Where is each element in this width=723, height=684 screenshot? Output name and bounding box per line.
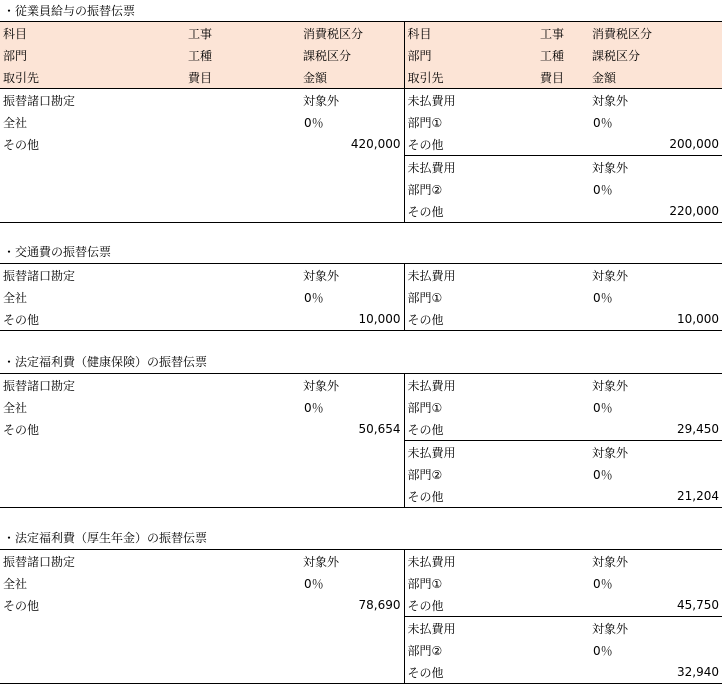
debit-rate: 0％: [300, 396, 404, 418]
credit-tax: 対象外: [592, 160, 629, 175]
debit-tax: 対象外: [300, 89, 404, 112]
table-row: [0, 89, 722, 112]
credit-dept: 部門①: [407, 400, 443, 415]
credit-partner: その他: [404, 594, 537, 617]
credit-account: 未払費用: [407, 621, 456, 636]
debit-account: 振替諸口勘定: [3, 93, 76, 108]
table-row: [0, 441, 722, 464]
header-cell: 科目: [0, 22, 185, 45]
credit-partner: その他: [404, 661, 537, 684]
debit-partner: その他: [0, 308, 185, 331]
credit-partner: その他: [404, 485, 537, 508]
header-cell: 取引先: [0, 66, 185, 89]
header-cell: 費目: [537, 66, 589, 89]
table-row: [0, 374, 722, 397]
table-row: [0, 550, 722, 573]
header-cell: 消費税区分: [589, 22, 722, 45]
header-cell: 課税区分: [589, 44, 722, 66]
table-row: [0, 308, 722, 331]
credit-dept: 部門②: [407, 182, 443, 197]
header-row: [0, 22, 722, 45]
header-row: [0, 66, 722, 89]
header-cell: 部門: [404, 44, 537, 66]
header-cell: 工種: [537, 44, 589, 66]
credit-rate: 0％: [593, 115, 613, 130]
credit-rate: 0％: [593, 290, 613, 305]
debit-rate: 0％: [300, 111, 404, 133]
table-row: [0, 485, 722, 508]
debit-dept: 全社: [3, 576, 28, 591]
credit-amount: 32,940: [589, 661, 722, 684]
debit-dept: 全社: [3, 290, 28, 305]
debit-amount: 78,690: [300, 594, 404, 617]
credit-tax: 対象外: [592, 621, 629, 636]
debit-tax: 対象外: [300, 374, 404, 397]
credit-amount: 200,000: [589, 133, 722, 156]
voucher-table: [0, 549, 722, 684]
credit-account: 未払費用: [404, 550, 537, 573]
debit-dept: 全社: [3, 400, 28, 415]
credit-amount: 220,000: [589, 200, 722, 223]
credit-tax: 対象外: [592, 93, 629, 108]
debit-tax: 対象外: [300, 550, 404, 573]
credit-account: 未払費用: [404, 264, 537, 287]
credit-dept: 部門①: [407, 576, 443, 591]
debit-dept: 全社: [3, 115, 28, 130]
table-row: [0, 264, 722, 287]
credit-tax: 対象外: [592, 445, 629, 460]
credit-partner: その他: [404, 418, 537, 441]
credit-account: 未払費用: [407, 445, 456, 460]
credit-partner: その他: [404, 133, 537, 156]
header-cell: 金額: [589, 66, 722, 89]
table-row: [0, 418, 722, 441]
table-row: [0, 396, 722, 418]
debit-amount: 50,654: [300, 418, 404, 441]
header-cell: 金額: [300, 66, 404, 89]
header-cell: 取引先: [404, 66, 537, 89]
debit-partner: その他: [3, 137, 40, 152]
credit-rate: 0％: [593, 576, 613, 591]
credit-amount: 29,450: [589, 418, 722, 441]
voucher-table: [0, 373, 722, 508]
voucher-table: [0, 21, 722, 223]
credit-rate: 0％: [593, 182, 613, 197]
voucher-table: [0, 263, 722, 331]
credit-account: 未払費用: [404, 374, 537, 397]
table-row: [0, 156, 722, 179]
header-cell: 課税区分: [300, 44, 404, 66]
table-row: [0, 133, 722, 156]
header-cell: 消費税区分: [300, 22, 404, 45]
header-cell: 工事: [537, 22, 589, 45]
debit-partner: その他: [3, 422, 40, 437]
table-row: [0, 463, 722, 485]
header-cell: 工種: [185, 44, 300, 66]
credit-rate: 0％: [593, 643, 613, 658]
table-row: [0, 639, 722, 661]
table-row: [0, 286, 722, 308]
debit-rate: 0％: [300, 286, 404, 308]
credit-dept: 部門②: [407, 467, 443, 482]
debit-account: 振替諸口勘定: [0, 550, 185, 573]
credit-account: 未払費用: [407, 93, 456, 108]
table-row: [0, 111, 722, 133]
table-row: [0, 661, 722, 684]
credit-amount: 10,000: [589, 308, 722, 331]
table-row: [0, 200, 722, 223]
credit-partner: その他: [404, 308, 537, 331]
credit-dept: 部門②: [407, 643, 443, 658]
table-row: [0, 178, 722, 200]
header-row: [0, 44, 722, 66]
table-row: [0, 572, 722, 594]
voucher-title: ・法定福利費（厚生年金）の振替伝票: [3, 531, 208, 545]
credit-dept: 部門①: [407, 115, 443, 130]
credit-partner: その他: [404, 200, 537, 223]
credit-dept: 部門①: [407, 290, 443, 305]
header-cell: 費目: [185, 66, 300, 89]
credit-tax: 対象外: [589, 550, 722, 573]
debit-account: 振替諸口勘定: [0, 374, 185, 397]
header-cell: 部門: [0, 44, 185, 66]
credit-tax: 対象外: [589, 374, 722, 397]
credit-tax: 対象外: [589, 264, 722, 287]
credit-rate: 0％: [593, 400, 613, 415]
table-row: [0, 617, 722, 640]
header-cell: 科目: [404, 22, 537, 45]
voucher-title: ・法定福利費（健康保険）の振替伝票: [3, 355, 208, 369]
debit-amount: 10,000: [300, 308, 404, 331]
credit-rate: 0％: [593, 467, 613, 482]
voucher-title: ・従業員給与の振替伝票: [3, 4, 136, 18]
voucher-title: ・交通費の振替伝票: [3, 245, 112, 259]
debit-tax: 対象外: [300, 264, 404, 287]
credit-amount: 21,204: [589, 485, 722, 508]
header-cell: 工事: [185, 22, 300, 45]
credit-account: 未払費用: [407, 160, 456, 175]
debit-amount: 420,000: [300, 133, 404, 156]
debit-partner: その他: [3, 598, 40, 613]
debit-rate: 0％: [300, 572, 404, 594]
credit-amount: 45,750: [589, 594, 722, 617]
debit-account: 振替諸口勘定: [0, 264, 185, 287]
table-row: [0, 594, 722, 617]
